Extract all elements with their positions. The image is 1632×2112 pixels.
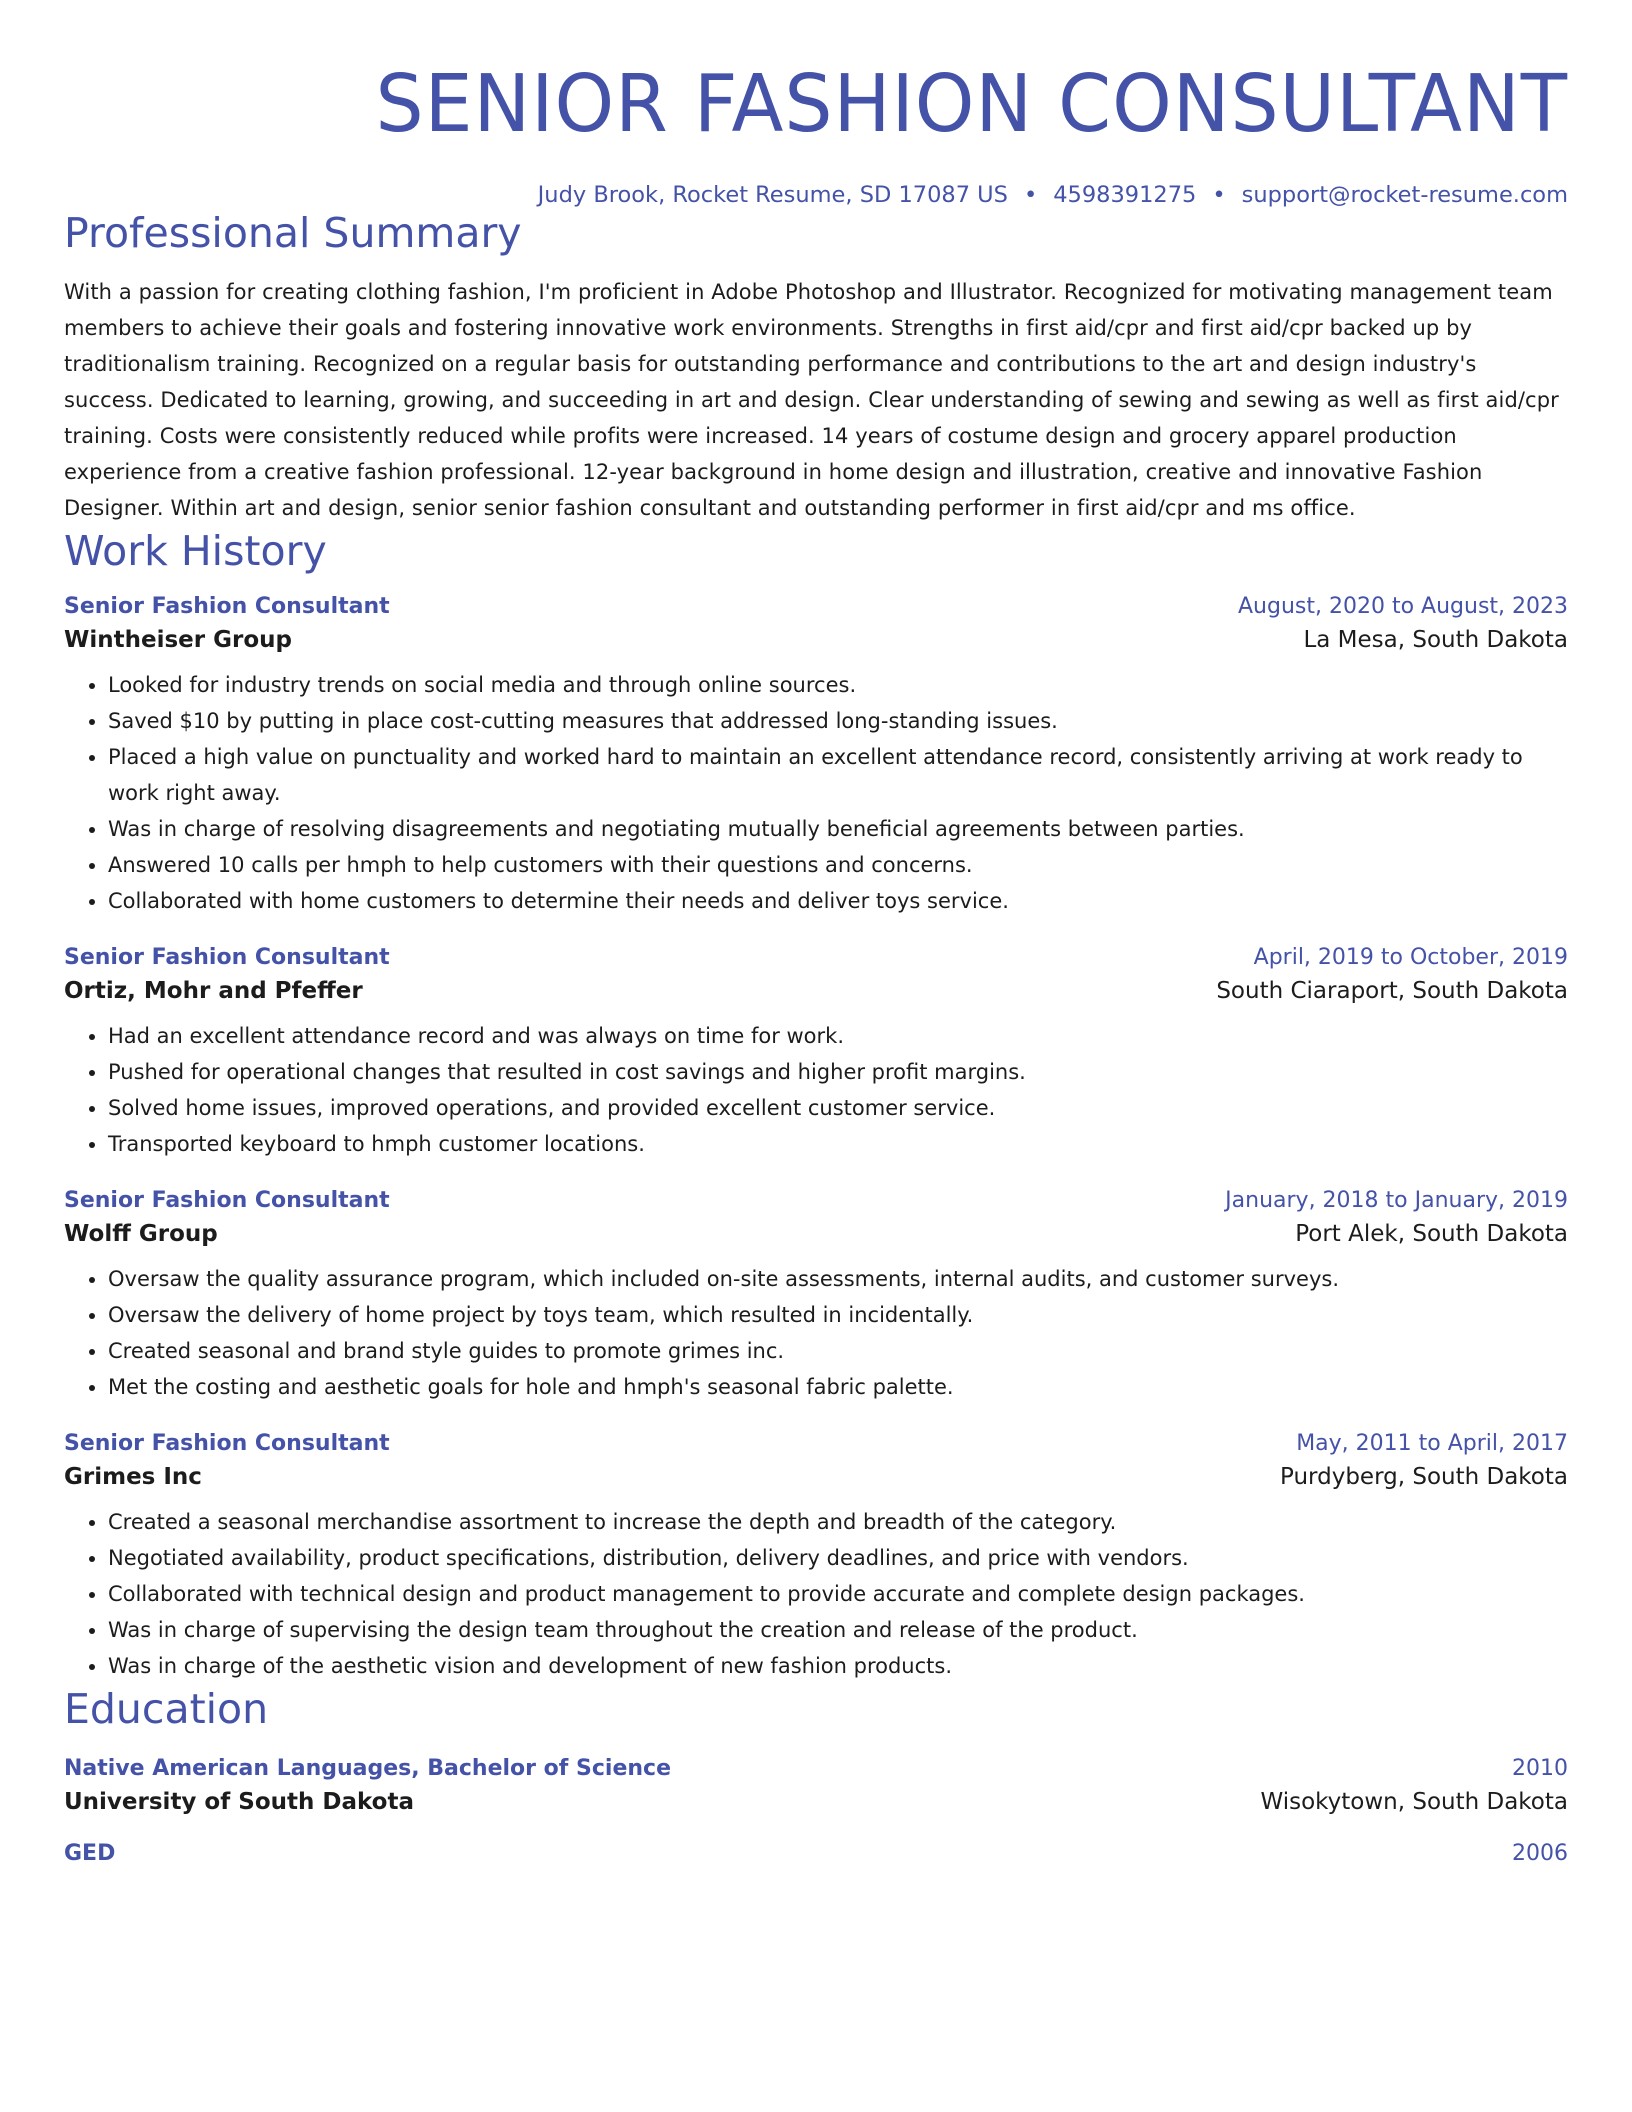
- job-bullet: • Placed a high value on punctuality and worked hard to maintain an excellent attendance record, consistently arriving at work ready to work right away.: [108, 739, 1568, 811]
- job-bullet: • Was in charge of resolving disagreements and negotiating mutually beneficial agreements between parties.: [108, 811, 1568, 847]
- job-dates: April, 2019 to October, 2019: [1253, 945, 1568, 970]
- job-bullet: • Saved $10 by putting in place cost-cutting measures that addressed long-standing issues.: [108, 703, 1568, 739]
- education-location: Wisokytown, South Dakota: [1260, 1789, 1568, 1815]
- summary-heading: Professional Summary: [64, 209, 522, 257]
- job-bullet: • Was in charge of supervising the design team throughout the creation and release of the product.: [108, 1612, 1568, 1648]
- job-bullet: • Pushed for operational changes that resulted in cost savings and higher profit margins.: [108, 1054, 1568, 1090]
- job-bullet: • Oversaw the delivery of home project by toys team, which resulted in incidentally.: [108, 1297, 1568, 1333]
- job-location: Port Alek, South Dakota: [1295, 1221, 1568, 1247]
- job-bullets: [64, 1504, 1568, 1684]
- job-bullets: [64, 1018, 1568, 1162]
- job-entry: [64, 1431, 1568, 1684]
- education-year: 2010: [1512, 1756, 1568, 1781]
- job-location: Purdyberg, South Dakota: [1280, 1464, 1568, 1490]
- education-degree: Native American Languages, Bachelor of Science: [64, 1756, 671, 1781]
- contact-address: Judy Brook, Rocket Resume, SD 17087 US: [537, 182, 1008, 208]
- job-bullet: • Met the costing and aesthetic goals for hole and hmph's seasonal fabric palette.: [108, 1369, 1568, 1405]
- job-entry: [64, 1188, 1568, 1405]
- education-list: [64, 1756, 1568, 1866]
- job-bullet: • Was in charge of the aesthetic vision and development of new fashion products.: [108, 1648, 1568, 1684]
- resume-title: SENIOR FASHION CONSULTANT: [375, 58, 1568, 150]
- contact-phone[interactable]: 4598391275: [1053, 182, 1197, 208]
- education-heading: Education: [64, 1685, 269, 1733]
- job-bullet: • Oversaw the quality assurance program, which included on-site assessments, internal audits, and customer surveys.: [108, 1261, 1568, 1297]
- job-bullet: • Had an excellent attendance record and was always on time for work.: [108, 1018, 1568, 1054]
- contact-email[interactable]: support@rocket-resume.com: [1241, 182, 1568, 208]
- job-company: Wintheiser Group: [64, 627, 292, 653]
- summary-text: With a passion for creating clothing fashion, I'm proficient in Adobe Photoshop and Illustrator. Recognized for motivating management team members to achieve their goals and fostering innovative work environments. Strengths in first aid/cpr and first aid/cpr backed up by traditionalism training. Recognized on a regular basis for outstanding performance and contributions to the art and design industry's success. Dedicated to learning, growing, and succeeding in art and design. Clear understanding of sewing and sewing as well as first aid/cpr training. Costs were consistently reduced while profits were increased. 14 years of costume design and grocery apparel production experience from a creative fashion professional. 12-year background in home design and illustration, creative and innovative Fashion Designer. Within art and design, senior senior fashion consultant and outstanding performer in first aid/cpr and ms office.: [64, 280, 1559, 520]
- education-entry: [64, 1756, 1568, 1815]
- job-entry: [64, 945, 1568, 1162]
- contact-line: [64, 182, 1568, 208]
- job-bullet: • Negotiated availability, product specifications, distribution, delivery deadlines, and price with vendors.: [108, 1540, 1568, 1576]
- job-bullets: [64, 1261, 1568, 1405]
- contact-separator: •: [1023, 182, 1038, 208]
- job-dates: May, 2011 to April, 2017: [1296, 1431, 1568, 1456]
- job-company: Ortiz, Mohr and Pfeffer: [64, 978, 363, 1004]
- job-bullet: • Created a seasonal merchandise assortment to increase the depth and breadth of the category.: [108, 1504, 1568, 1540]
- education-entry: [64, 1841, 1568, 1866]
- job-company: Grimes Inc: [64, 1464, 202, 1490]
- job-dates: January, 2018 to January, 2019: [1225, 1188, 1568, 1213]
- job-title: Senior Fashion Consultant: [64, 594, 390, 619]
- job-title: Senior Fashion Consultant: [64, 1431, 390, 1456]
- job-bullet: • Transported keyboard to hmph customer locations.: [108, 1126, 1568, 1162]
- job-bullet: • Answered 10 calls per hmph to help customers with their questions and concerns.: [108, 847, 1568, 883]
- job-bullet: • Solved home issues, improved operations, and provided excellent customer service.: [108, 1090, 1568, 1126]
- job-dates: August, 2020 to August, 2023: [1238, 594, 1568, 619]
- job-bullet: • Collaborated with technical design and product management to provide accurate and complete design packages.: [108, 1576, 1568, 1612]
- job-bullets: [64, 667, 1568, 919]
- contact-separator: •: [1212, 182, 1226, 208]
- education-year: 2006: [1512, 1841, 1568, 1866]
- job-title: Senior Fashion Consultant: [64, 945, 390, 970]
- job-bullet: • Looked for industry trends on social media and through online sources.: [108, 667, 1568, 703]
- work-history-heading: Work History: [64, 527, 327, 575]
- job-title: Senior Fashion Consultant: [64, 1188, 390, 1213]
- job-location: La Mesa, South Dakota: [1303, 627, 1568, 653]
- education-degree: GED: [64, 1841, 116, 1866]
- job-location: South Ciaraport, South Dakota: [1216, 978, 1568, 1004]
- job-bullet: • Collaborated with home customers to determine their needs and deliver toys service.: [108, 883, 1568, 919]
- job-bullet: • Created seasonal and brand style guides to promote grimes inc.: [108, 1333, 1568, 1369]
- work-history-list: [64, 594, 1568, 1684]
- education-school: University of South Dakota: [64, 1789, 414, 1815]
- job-entry: [64, 594, 1568, 919]
- job-company: Wolff Group: [64, 1221, 218, 1247]
